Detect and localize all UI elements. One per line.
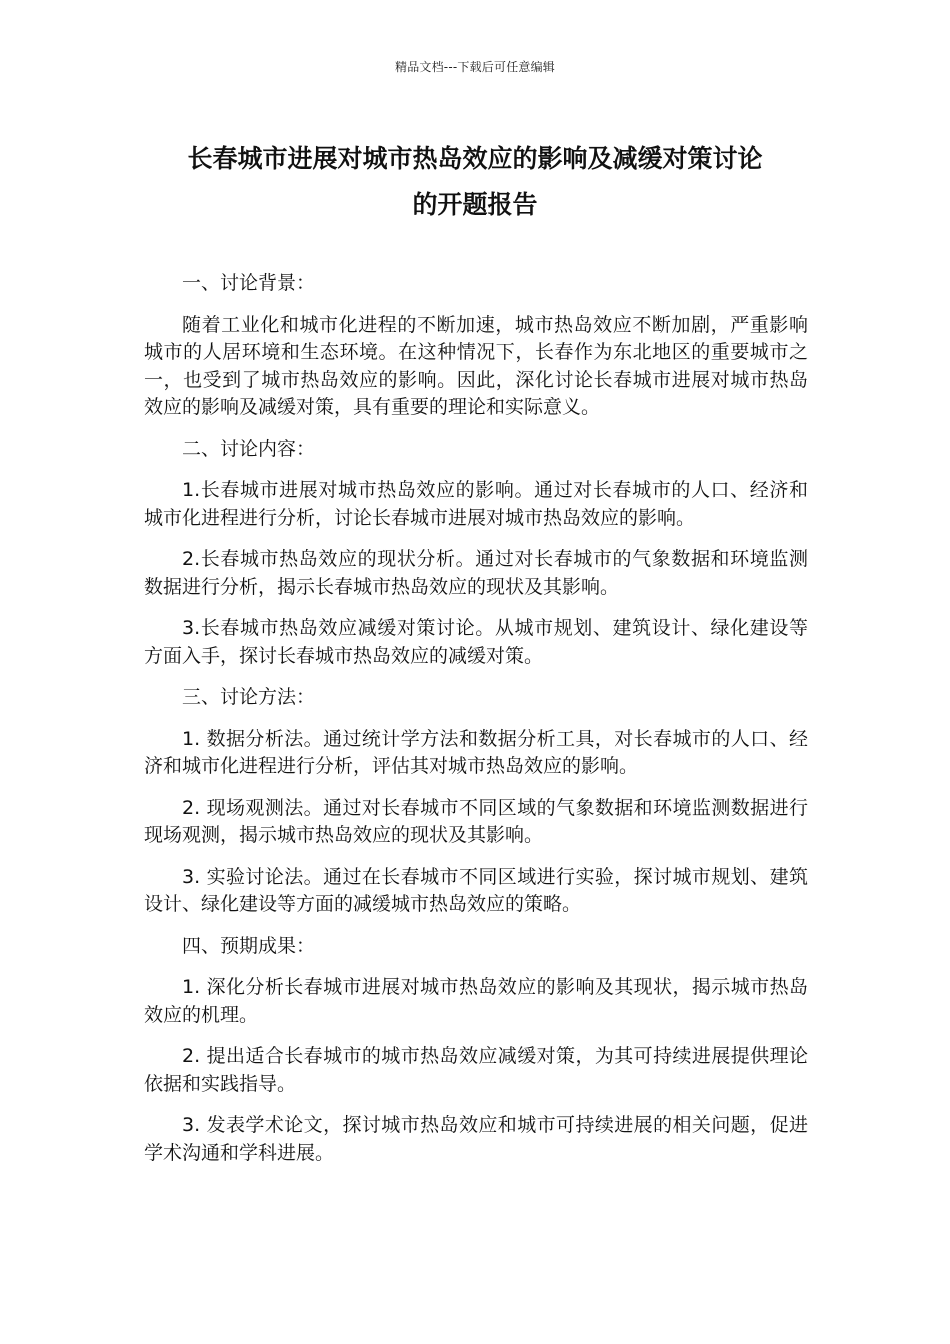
section-heading-content: 二、讨论内容： [182,437,316,460]
document-title [140,136,810,228]
section-heading-outcomes: 四、预期成果： [182,934,316,957]
content-item: 1.长春城市进展对城市热岛效应的影响。通过对长春城市的人口、经济和城市化进程进行分析，讨论长春城市进展对城市热岛效应的影响。 [144,479,808,529]
outcome-item: 1. 深化分析长春城市进展对城市热岛效应的影响及其现状，揭示城市热岛效应的机理。 [144,976,808,1026]
section-heading-methods: 三、讨论方法： [182,686,316,708]
section-heading-background: 一、讨论背景： [182,272,316,294]
page-header-note: 精品文档---下载后可任意编辑 [395,60,555,74]
title-line-1: 长春城市进展对城市热岛效应的影响及减缓对策讨论 [187,144,763,173]
background-paragraph: 随着工业化和城市化进程的不断加速，城市热岛效应不断加剧，严重影响城市的人居环境和生态环境。在这种情况下，长春作为东北地区的重要城市之一，也受到了城市热岛效应的影响。因此，深化讨论长春城市进展对城市热岛效应的影响及减缓对策，具有重要的理论和实际意义。 [144,313,808,418]
outcome-item: 3. 发表学术论文，探讨城市热岛效应和城市可持续进展的相关问题，促进学术沟通和学科进展。 [144,1114,808,1164]
method-item: 3. 实验讨论法。通过在长春城市不同区域进行实验，探讨城市规划、建筑设计、绿化建设等方面的减缓城市热岛效应的策略。 [144,865,808,915]
document-body [144,270,808,1181]
title-line-2: 的开题报告 [412,190,538,219]
content-item: 2.长春城市热岛效应的现状分析。通过对长春城市的气象数据和环境监测数据进行分析，揭示长春城市热岛效应的现状及其影响。 [144,548,808,598]
method-item: 2. 现场观测法。通过对长春城市不同区域的气象数据和环境监测数据进行现场观测，揭示城市热岛效应的现状及其影响。 [144,796,808,846]
method-item: 1. 数据分析法。通过统计学方法和数据分析工具，对长春城市的人口、经济和城市化进程进行分析，评估其对城市热岛效应的影响。 [144,727,808,777]
outcome-item: 2. 提出适合长春城市的城市热岛效应减缓对策，为其可持续进展提供理论依据和实践指导。 [144,1045,808,1095]
content-item: 3.长春城市热岛效应减缓对策讨论。从城市规划、建筑设计、绿化建设等方面入手，探讨长春城市热岛效应的减缓对策。 [144,617,808,667]
